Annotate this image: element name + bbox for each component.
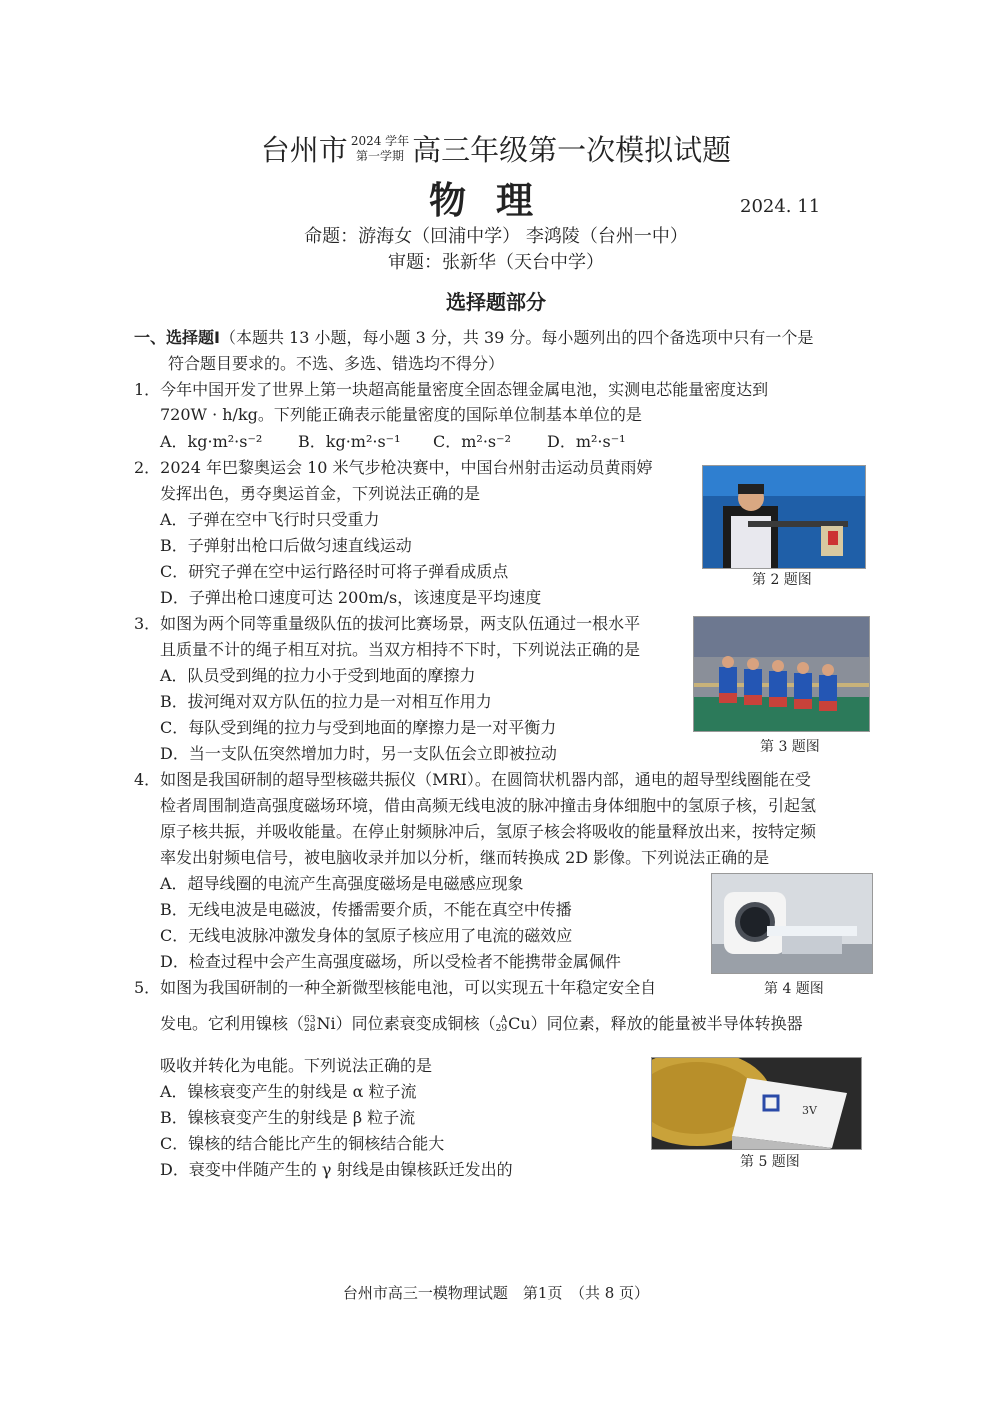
cu-symbol: Cu bbox=[508, 1014, 531, 1033]
q5-text-c: ）同位素，释放的能量被半导体转换器 bbox=[530, 1014, 803, 1033]
q5-option-b[interactable]: B．镍核衰变产生的射线是 β 粒子流 bbox=[160, 1108, 416, 1127]
q5-text-b: ）同位素衰变成铜核（ bbox=[335, 1014, 496, 1033]
nickel-isotope-numbers bbox=[304, 1016, 315, 1034]
q1-option-c[interactable]: C．m²·s⁻² bbox=[433, 432, 511, 451]
q1-option-d[interactable]: D．m²·s⁻¹ bbox=[547, 432, 626, 451]
ni-atomic-number: 28 bbox=[304, 1023, 316, 1034]
exam-date: 2024. 11 bbox=[740, 196, 821, 217]
section-title: 选择题部分 bbox=[446, 290, 546, 314]
subject-title: 物理 bbox=[429, 179, 563, 222]
q4-caption: 第 4 题图 bbox=[764, 981, 824, 997]
title-rest: 高三年级第一次模拟试题 bbox=[412, 133, 732, 167]
exam-title bbox=[0, 128, 992, 169]
year-top: 2024 学年 bbox=[350, 133, 410, 148]
q4-option-b[interactable]: B．无线电波是电磁波，传播需要介质，不能在真空中传播 bbox=[160, 900, 572, 919]
q4-mri-photo bbox=[711, 873, 873, 974]
q5-option-a[interactable]: A．镍核衰变产生的射线是 α 粒子流 bbox=[160, 1082, 417, 1101]
q3-option-c[interactable]: C．每队受到绳的拉力与受到地面的摩擦力是一对平衡力 bbox=[160, 718, 557, 737]
q3-stem-line1: 3．如图为两个同等重量级队伍的拔河比赛场景，两支队伍通过一根水平 bbox=[134, 614, 641, 633]
q4-option-d[interactable]: D．检查过程中会产生高强度磁场，所以受检者不能携带金属佩件 bbox=[160, 952, 621, 971]
q3-tug-of-war-photo bbox=[693, 616, 870, 732]
q5-stem-line1: 5．如图为我国研制的一种全新微型核能电池，可以实现五十年稳定安全自 bbox=[134, 978, 657, 997]
q5-stem-line3: 吸收并转化为电能。下列说法正确的是 bbox=[160, 1056, 433, 1075]
q4-stem-line1: 4．如图是我国研制的超导型核磁共振仪（MRI）。在圆筒状机器内部，通电的超导型线圈能在受 bbox=[134, 770, 811, 789]
q1-options bbox=[160, 432, 626, 452]
ni-symbol: Ni bbox=[316, 1014, 336, 1033]
q3-option-d[interactable]: D．当一支队伍突然增加力时，另一支队伍会立即被拉动 bbox=[160, 744, 557, 763]
q4-option-a[interactable]: A．超导线圈的电流产生高强度磁场是电磁感应现象 bbox=[160, 874, 524, 893]
q2-stem-line1: 2．2024 年巴黎奥运会 10 米气步枪决赛中，中国台州射击运动员黄雨婷 bbox=[134, 458, 653, 477]
q4-stem-line2: 检者周围制造高强度磁场环境，借由高频无线电波的脉冲撞击身体细胞中的氢原子核，引起氢 bbox=[160, 796, 817, 815]
q1-stem-line1: 1．今年中国开发了世界上第一块超高能量密度全固态锂金属电池，实测电芯能量密度达到 bbox=[134, 380, 769, 399]
authors: 命题：游海女（回浦中学） 李鸿陵（台州一中） bbox=[304, 226, 688, 247]
cu-mass-number: A bbox=[500, 1014, 508, 1025]
q2-stem-line2: 发挥出色，勇夺奥运首金，下列说法正确的是 bbox=[160, 484, 481, 503]
q5-battery-photo bbox=[651, 1057, 862, 1150]
instructions-line2: 符合题目要求的。不选、多选、错选均不得分） bbox=[168, 354, 505, 373]
q3-option-b[interactable]: B．拔河绳对双方队伍的拉力是一对相互作用力 bbox=[160, 692, 492, 711]
q5-text-a: 发电。它利用镍核（ bbox=[160, 1014, 305, 1033]
q2-option-c[interactable]: C．研究子弹在空中运行路径时可将子弹看成质点 bbox=[160, 562, 509, 581]
q3-stem-line2: 且质量不计的绳子相互对抗。当双方相持不下时，下列说法正确的是 bbox=[160, 640, 641, 659]
q5-stem-line2 bbox=[160, 1014, 803, 1034]
chip-voltage-label: 3V bbox=[802, 1104, 817, 1117]
copper-isotope-numbers bbox=[496, 1016, 507, 1034]
year-bottom: 第一学期 bbox=[355, 148, 404, 163]
reviewer: 审题：张新华（天台中学） bbox=[388, 252, 604, 273]
q1-option-a[interactable]: A．kg·m²·s⁻² bbox=[160, 432, 263, 451]
q5-option-d[interactable]: D．衰变中伴随产生的 γ 射线是由镍核跃迁发出的 bbox=[160, 1160, 513, 1179]
q4-stem-line4: 率发出射频电信号，被电脑收录并加以分析，继而转换成 2D 影像。下列说法正确的是 bbox=[160, 848, 770, 867]
cu-atomic-number: 29 bbox=[495, 1023, 508, 1034]
q4-stem-line3: 原子核共振，并吸收能量。在停止射频脉冲后，氢原子核会将吸收的能量释放出来，按特定频 bbox=[160, 822, 817, 841]
q5-caption: 第 5 题图 bbox=[740, 1154, 800, 1170]
q4-option-c[interactable]: C．无线电波脉冲激发身体的氢原子核应用了电流的磁效应 bbox=[160, 926, 573, 945]
q5-option-c[interactable]: C．镍核的结合能比产生的铜核结合能大 bbox=[160, 1134, 445, 1153]
q2-shooter-photo bbox=[702, 465, 866, 569]
q2-caption: 第 2 题图 bbox=[752, 572, 812, 588]
q1-stem-line2: 720W · h/kg。下列能正确表示能量密度的国际单位制基本单位的是 bbox=[160, 405, 642, 424]
title-city: 台州市 bbox=[260, 133, 348, 167]
ni-mass-number: 63 bbox=[304, 1014, 316, 1025]
q3-option-a[interactable]: A．队员受到绳的拉力小于受到地面的摩擦力 bbox=[160, 666, 476, 685]
instructions-text: （本题共 13 小题，每小题 3 分，共 39 分。每小题列出的四个备选项中只有一个是 bbox=[219, 328, 814, 347]
q2-option-a[interactable]: A．子弹在空中飞行时只受重力 bbox=[160, 510, 380, 529]
academic-year bbox=[351, 134, 409, 164]
instructions-label: 一、选择题Ⅰ bbox=[134, 328, 220, 347]
q3-caption: 第 3 题图 bbox=[760, 739, 820, 755]
q2-option-b[interactable]: B．子弹射出枪口后做匀速直线运动 bbox=[160, 536, 412, 555]
q2-option-d[interactable]: D．子弹出枪口速度可达 200m/s，该速度是平均速度 bbox=[160, 588, 542, 607]
q1-option-b[interactable]: B．kg·m²·s⁻¹ bbox=[298, 432, 401, 451]
instructions-line1 bbox=[134, 328, 813, 348]
page-footer: 台州市高三一模物理试题 第1页 （共 8 页） bbox=[342, 1284, 650, 1302]
